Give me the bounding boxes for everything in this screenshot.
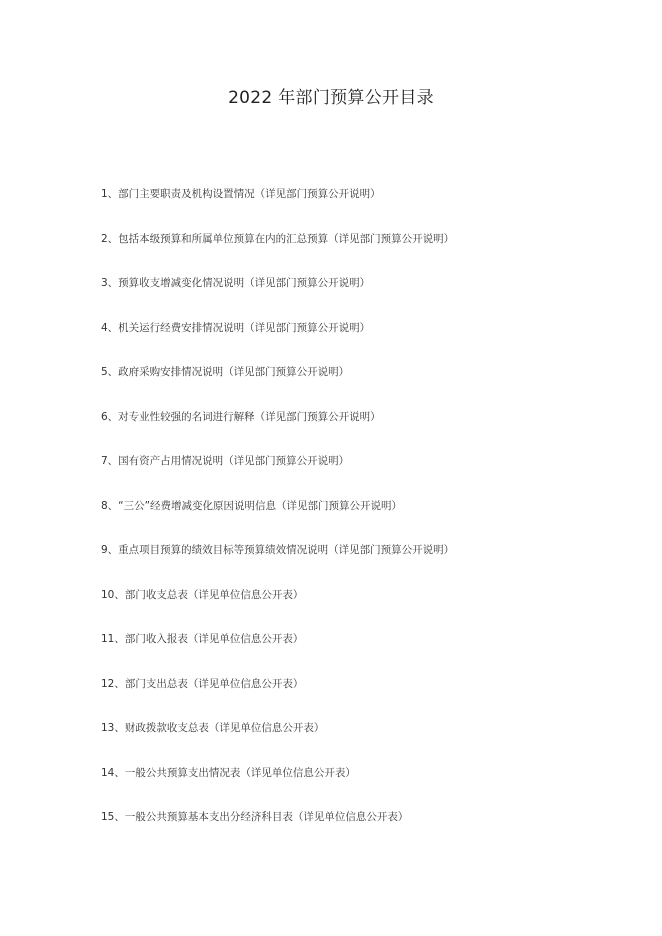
toc-item-7: 7、国有资产占用情况说明（详见部门预算公开说明） bbox=[101, 455, 350, 467]
toc-item-13: 13、财政拨款收支总表（详见单位信息公开表） bbox=[101, 722, 325, 734]
toc-item-1: 1、部门主要职责及机构设置情况（详见部门预算公开说明） bbox=[101, 188, 381, 200]
toc-item-14: 14、一般公共预算支出情况表（详见单位信息公开表） bbox=[101, 766, 356, 779]
toc-item-9: 9、重点项目预算的绩效目标等预算绩效情况说明（详见部门预算公开说明） bbox=[101, 544, 455, 556]
toc-item-11: 11、部门收入报表（详见单位信息公开表） bbox=[101, 633, 304, 645]
toc-item-6: 6、对专业性较强的名词进行解释（详见部门预算公开说明） bbox=[101, 410, 381, 423]
toc-item-2: 2、包括本级预算和所属单位预算在内的汇总预算（详见部门预算公开说明） bbox=[101, 232, 455, 245]
page-title: 2022 年部门预算公开目录 bbox=[228, 88, 434, 108]
toc-item-8: 8、“三公”经费增减变化原因说明信息（详见部门预算公开说明） bbox=[101, 499, 403, 512]
toc-item-5: 5、政府采购安排情况说明（详见部门预算公开说明） bbox=[101, 366, 350, 378]
table-of-contents bbox=[101, 185, 454, 853]
toc-item-15: 15、一般公共预算基本支出分经济科目表（详见单位信息公开表） bbox=[101, 811, 409, 823]
toc-item-4: 4、机关运行经费安排情况说明（详见部门预算公开说明） bbox=[101, 321, 371, 334]
toc-item-12: 12、部门支出总表（详见单位信息公开表） bbox=[101, 677, 304, 690]
toc-item-10: 10、部门收支总表（详见单位信息公开表） bbox=[101, 588, 304, 601]
toc-item-3: 3、预算收支增减变化情况说明（详见部门预算公开说明） bbox=[101, 277, 371, 289]
